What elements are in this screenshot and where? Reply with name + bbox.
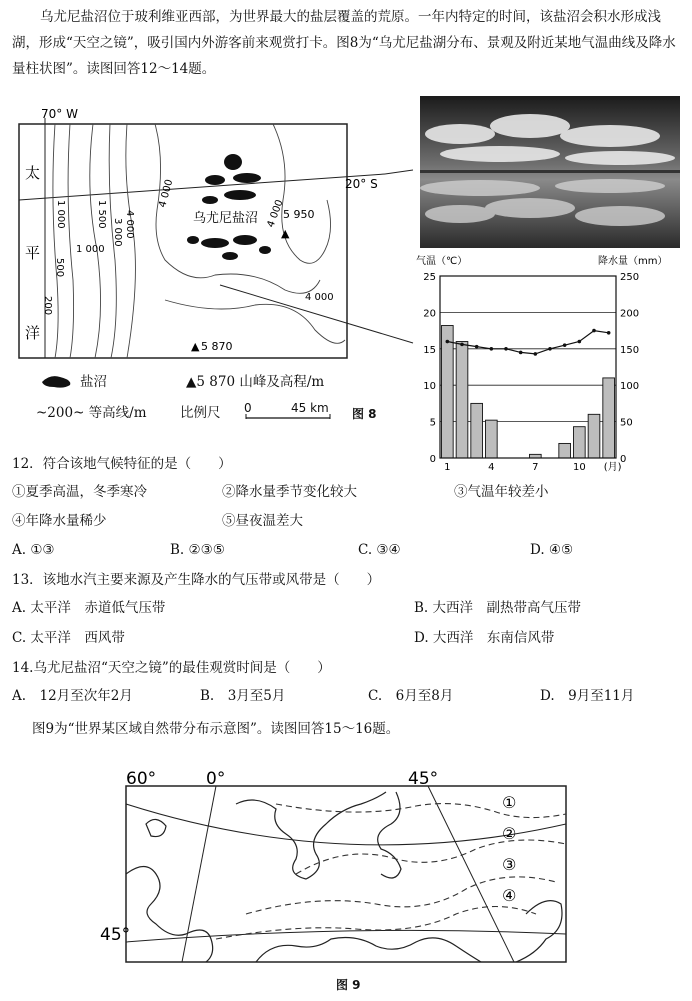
left-tick-label: 25 <box>423 272 436 283</box>
salt-flat-photo <box>420 96 680 248</box>
figure9-intro: 图9为“世界某区域自然带分布示意图”。读图回答15～16题。 <box>32 721 400 737</box>
left-tick-label: 15 <box>423 344 436 356</box>
ocean-char: 太 <box>25 164 41 182</box>
q13-stem: 13．该地水汽主要来源及产生降水的气压带或风带是（ ） <box>12 572 381 588</box>
precip-bar <box>486 420 498 458</box>
q12-option-4: ④年降水量稀少 <box>12 513 107 529</box>
x-tick-label: 10 <box>572 462 586 473</box>
lon-60-label: 60° <box>126 769 157 789</box>
x-tick-label: 7 <box>532 462 539 473</box>
contour-label: 4 000 <box>265 198 286 230</box>
x-tick-label: 1 <box>444 462 451 473</box>
peak-elevation: 5 870 <box>201 340 233 353</box>
figure8-map <box>15 100 378 382</box>
left-axis-title: 气温（℃） <box>416 256 468 267</box>
contour-label: 200 <box>42 296 53 316</box>
temperature-point <box>548 347 552 351</box>
precip-bar <box>588 414 600 458</box>
q13-choice-d[interactable]: D. 大西洋 东南信风带 <box>414 630 555 646</box>
precip-bar <box>471 403 483 458</box>
q14-choice-c[interactable]: C. 6月至8月 <box>368 688 454 704</box>
precip-bar <box>574 427 586 458</box>
figure9-caption: 图 9 <box>336 978 361 992</box>
q14-choice-d[interactable]: D. 9月至11月 <box>540 688 635 704</box>
q12-choice-b[interactable]: B. ②③⑤ <box>170 542 225 558</box>
zone-label: ④ <box>502 886 517 905</box>
right-tick-label: 250 <box>620 272 640 283</box>
legend-scale: 比例尺 <box>180 405 221 421</box>
temperature-point <box>446 340 450 344</box>
q13-choice-b[interactable]: B. 大西洋 副热带高气压带 <box>414 600 582 616</box>
precip-bar <box>456 342 468 458</box>
scale-zero: 0 <box>244 401 252 415</box>
left-tick-label: 10 <box>423 381 436 393</box>
lat-label: 20° S <box>345 177 378 191</box>
q12-option-5: ⑤昼夜温差大 <box>222 513 303 529</box>
precip-bar <box>559 443 571 458</box>
temperature-point <box>578 340 582 344</box>
temperature-point <box>460 343 464 347</box>
legend-peak: ▲5 870 山峰及高程/m <box>186 374 325 390</box>
figure9-map <box>96 764 576 974</box>
zone-label: ② <box>502 824 517 843</box>
temperature-points <box>446 329 611 356</box>
lon-45-label: 45° <box>408 769 439 789</box>
left-tick-label: 0 <box>429 454 436 465</box>
q13-choice-c[interactable]: C. 太平洋 西风带 <box>12 630 125 646</box>
zone-label: ① <box>502 793 517 812</box>
climate-chart <box>412 252 684 478</box>
temperature-point <box>534 352 538 356</box>
intro-paragraph: 乌尤尼盐沼位于玻利维亚西部，为世界最大的盐层覆盖的荒原。一年内特定的时间，该盐沼会积水形成浅湖，形成“天空之镜”，吸引国内外游客前来观赏打卡。图8为“乌尤尼盐湖分布、景观及附近某地气温曲线及降水量柱状图”。读图回答12～14题。 <box>12 9 676 77</box>
salt-legend-icon <box>40 372 74 390</box>
right-tick-label: 200 <box>620 308 640 320</box>
ocean-char: 洋 <box>25 324 41 342</box>
figure8-caption: 图 8 <box>352 407 377 421</box>
q14-stem: 14.乌尤尼盐沼“天空之镜”的最佳观赏时间是（ ） <box>12 660 331 676</box>
q14-choice-a[interactable]: A. 12月至次年2月 <box>12 688 133 704</box>
temperature-curve <box>447 331 608 354</box>
q13-choice-a[interactable]: A. 太平洋 赤道低气压带 <box>12 600 166 616</box>
lon-label: 70° W <box>41 107 78 121</box>
peak-marker-icon: ▲ <box>281 227 290 240</box>
q12-option-3: ③气温年较差小 <box>454 484 549 500</box>
right-tick-label: 100 <box>620 381 640 393</box>
lon-0-label: 0° <box>206 769 226 789</box>
salt-flat-label: 乌尤尼盐沼 <box>193 211 259 226</box>
x-unit-label: (月) <box>603 462 622 473</box>
q12-choice-c[interactable]: C. ③④ <box>358 542 401 558</box>
precip-bar <box>442 326 454 458</box>
contour-label: 4 000 <box>157 178 176 209</box>
q14-choice-b[interactable]: B. 3月至5月 <box>200 688 286 704</box>
scale-bar <box>244 414 334 422</box>
temperature-point <box>563 343 567 347</box>
q12-choice-d[interactable]: D. ④⑤ <box>530 542 574 558</box>
x-tick-label: 4 <box>488 462 495 473</box>
temperature-point <box>475 345 479 349</box>
left-tick-label: 20 <box>423 308 436 320</box>
right-tick-label: 150 <box>620 344 640 356</box>
peak-marker-icon: ▲ <box>191 340 200 353</box>
temperature-point <box>504 347 508 351</box>
contour-label: 3 000 <box>112 218 123 247</box>
contour-label: 1 000 <box>55 200 66 229</box>
q12-stem: 12．符合该地气候特征的是（ ） <box>12 456 232 472</box>
q12-option-2: ②降水量季节变化较大 <box>222 484 357 500</box>
lat-45-label: 45° <box>100 925 131 945</box>
peak-elevation: 5 950 <box>283 208 315 221</box>
contour-label: 4 000 <box>305 292 334 303</box>
scale-distance: 45 km <box>291 401 329 415</box>
temperature-point <box>592 329 596 333</box>
legend-contour: ~200~ 等高线/m <box>36 405 147 421</box>
zone-label: ③ <box>502 855 517 874</box>
contour-label: 4 000 <box>124 210 135 239</box>
right-tick-label: 0 <box>620 454 627 465</box>
temperature-point <box>490 347 494 351</box>
left-tick-label: 5 <box>429 417 436 429</box>
contour-label: 500 <box>54 258 65 278</box>
q12-option-1: ①夏季高温，冬季寒冷 <box>12 484 147 500</box>
contour-label: 1 000 <box>76 244 105 255</box>
ocean-char: 平 <box>25 244 41 262</box>
precip-bar <box>603 378 615 458</box>
legend-salt: 盐沼 <box>80 374 107 390</box>
right-axis-title: 降水量（mm） <box>598 256 668 267</box>
q12-choice-a[interactable]: A. ①③ <box>12 542 55 558</box>
contour-label: 1 500 <box>96 200 107 229</box>
right-tick-label: 50 <box>620 417 633 429</box>
temperature-point <box>519 351 523 355</box>
temperature-point <box>607 331 611 335</box>
